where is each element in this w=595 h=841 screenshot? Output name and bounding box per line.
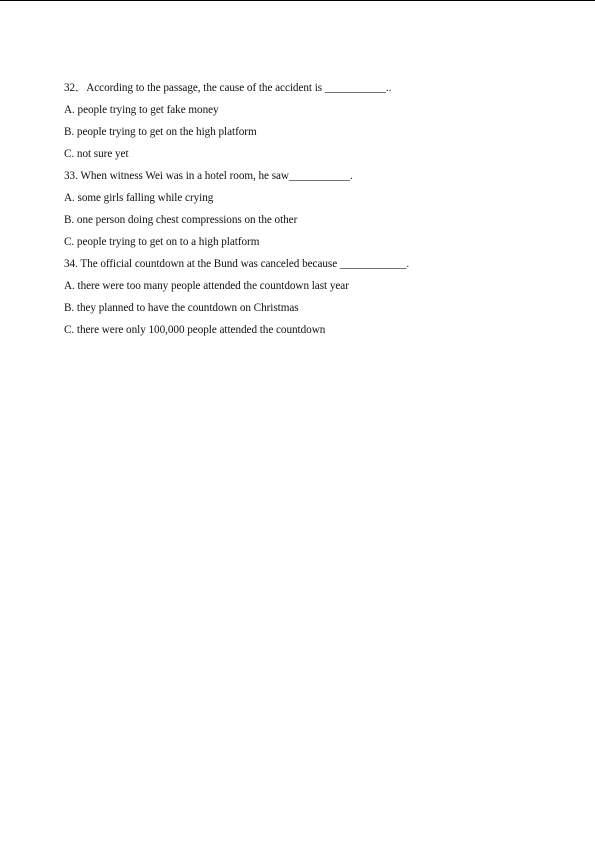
option-a: A. people trying to get fake money	[64, 104, 219, 116]
question-stem: 33. When witness Wei was in a hotel room, he saw___________.	[64, 170, 353, 182]
question-stem: 34. The official countdown at the Bund was canceled because ____________.	[64, 258, 410, 270]
option-c: C. people trying to get on to a high platform	[64, 236, 260, 248]
option-b: B. one person doing chest compressions on the other	[64, 214, 298, 226]
option-b: B. people trying to get on the high platform	[64, 126, 257, 138]
option-c: C. there were only 100,000 people attended the countdown	[64, 324, 326, 336]
option-a: A. there were too many people attended the countdown last year	[64, 280, 349, 292]
question-33	[64, 165, 564, 253]
question-32	[64, 77, 564, 165]
question-list	[64, 77, 564, 341]
option-b: B. they planned to have the countdown on Christmas	[64, 302, 299, 314]
question-34	[64, 253, 564, 341]
option-a: A. some girls falling while crying	[64, 192, 214, 204]
option-c: C. not sure yet	[64, 148, 129, 160]
question-stem: 32．According to the passage, the cause of the accident is ___________..	[64, 82, 392, 94]
top-border-line	[0, 0, 595, 1]
